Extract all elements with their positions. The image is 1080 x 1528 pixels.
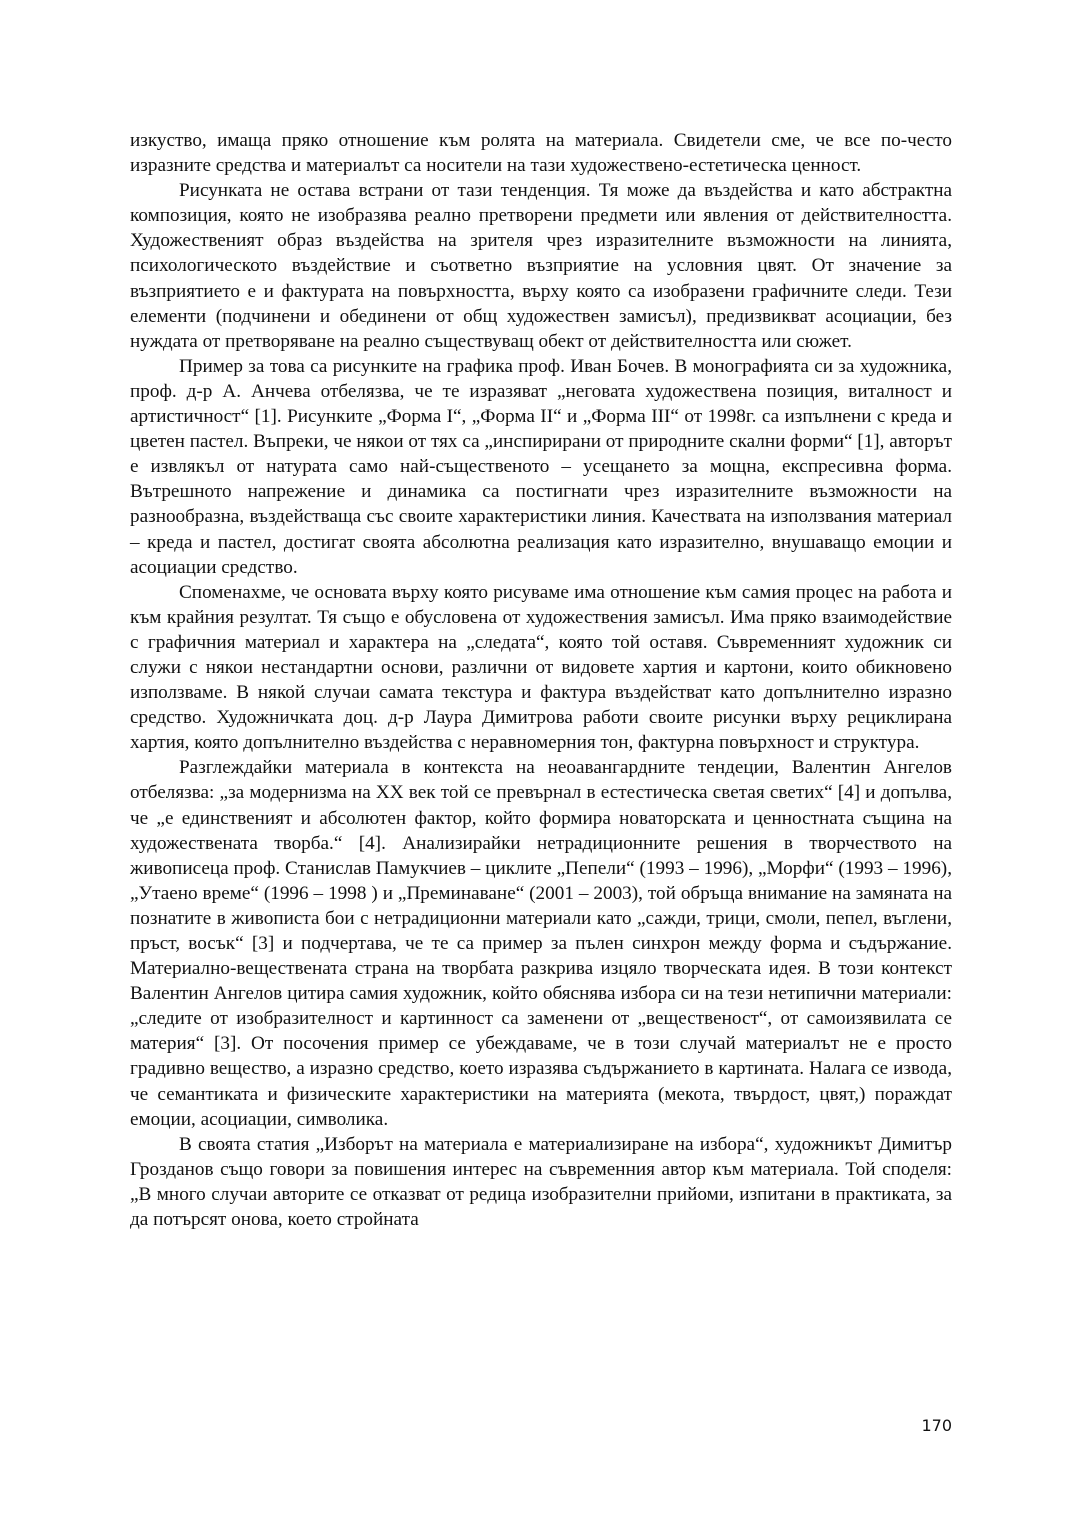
page-number: 170 — [921, 1416, 952, 1435]
document-body — [130, 128, 952, 1232]
paragraph-neo-avant-garde: Разглеждайки материала в контекста на неоавангардните тендеции, Валентин Ангелов отбелязва: „за модернизма на XX век той се превърнал в естестическа светая светих“ [4] и допълва, че „е единственият и абсолютен фактор, който формира новаторската и ценностната същина на художествената творба.“ [4]. Анализирайки нетрадиционните решения в творчеството на живописеца проф. Станислав Памукчиев – циклите „Пепели“ (1993 – 1996), „Морфи“ (1993 – 1996), „Утаено време“ (1996 – 1998 ) и „Преминаване“ (2001 – 2003), той обръща внимание на замяната на познатите в живописта бои с нетрадиционни материали като „сажди, трици, смоли, пепел, въглени, пръст, восък“ [3] и подчертава, че те са пример за пълен синхрон между форма и съдържание. Материално-веществената страна на творбата разкрива изцяло творческата идея. В този контекст Валентин Ангелов цитира самия художник, който обяснява избора си на тези нетипични материали: „следите от изобразителност и картинност са заменени от „вещественост“, от самоизявилата се материя“ [3]. От посочения пример се убеждаваме, че в този случай материалът не е просто градивно вещество, а изразно средство, което изразява съдържанието в картината. Налага се извода, че семантиката и физическите характеристики на материята (мекота, твърдост, цвят,) пораждат емоции, асоциации, символика. — [130, 757, 952, 1130]
paragraph-grozdanov: В своята статия „Изборът на материала е материализиране на избора“, художникът Димитър Грозданов също говори за повишения интерес на съвременния автор към материала. Той споделя: „В много случаи авторите се отказват от редица изобразителни прийоми, изпитани в практиката, за да потърсят онова, което стройната — [130, 1133, 952, 1231]
paragraph-drawing-surface: Споменахме, че основата върху която рисуваме има отношение към самия процес на работа и към крайния резултат. Тя също е обусловена от художествения замисъл. Има пряко взаимодействие с графичния материал и характера на „следата“, която той оставя. Съвременният художник си служи с някои нестандартни основи, различни от видовете хартия и картони, които обикновено използваме. В някой случаи самата текстура и фактура въздействат като допълнително изразно средство. Художничката доц. д-р Лаура Димитрова работи своите рисунки върху рециклирана хартия, която допълнително въздейства с неравномерния тон, фактурна повърхност и структура. — [130, 581, 952, 754]
paragraph-drawing-abstraction: Рисунката не остава встрани от тази тенденция. Тя може да въздейства и като абстрактна композиция, която не изобразява реално претворени предмети или явления от действителността. Художественият образ въздейства на зрителя чрез изразителните възможности на линията, психологическото въздействие и съответно възприятие на условния цвят. От значение за възприятието е и фактурата на повърхността, върху която са изобразени графичните следи. Тези елементи (подчинени и обединени от общ художествен замисъл), предизвикват асоциации, без нуждата от претворяване на реално съществуващ обект от действителността или сюжет. — [130, 180, 952, 352]
paragraph-ivan-bochev: Пример за това са рисунките на графика проф. Иван Бочев. В монографията си за художника, проф. д-р А. Анчева отбелязва, че те изразяват „неговата художествена позиция, виталност и артистичност“ [1]. Рисунките „Форма I“, „Форма II“ и „Форма III“ от 1998г. са изпълнени с креда и цветен пастел. Въпреки, че някои от тях са „инспирирани от природните скални форми“ [1], авторът е извлякъл от натурата само най-същественото – усещането за мощна, експресивна форма. Вътрешното напрежение и динамика са постигнати чрез изразителните възможности на разнообразна, въздействаща със своите характеристики линия. Качествата на използвания материал – креда и пастел, достигат своята абсолютна реализация като изразително, внушаващо емоции и асоциации средство. — [130, 355, 952, 578]
paragraph-continued: изкуство, имаща пряко отношение към ролята на материала. Свидетели сме, че все по-често изразните средства и материалът са носители на тази художествено-естетическа ценност. — [130, 130, 952, 177]
